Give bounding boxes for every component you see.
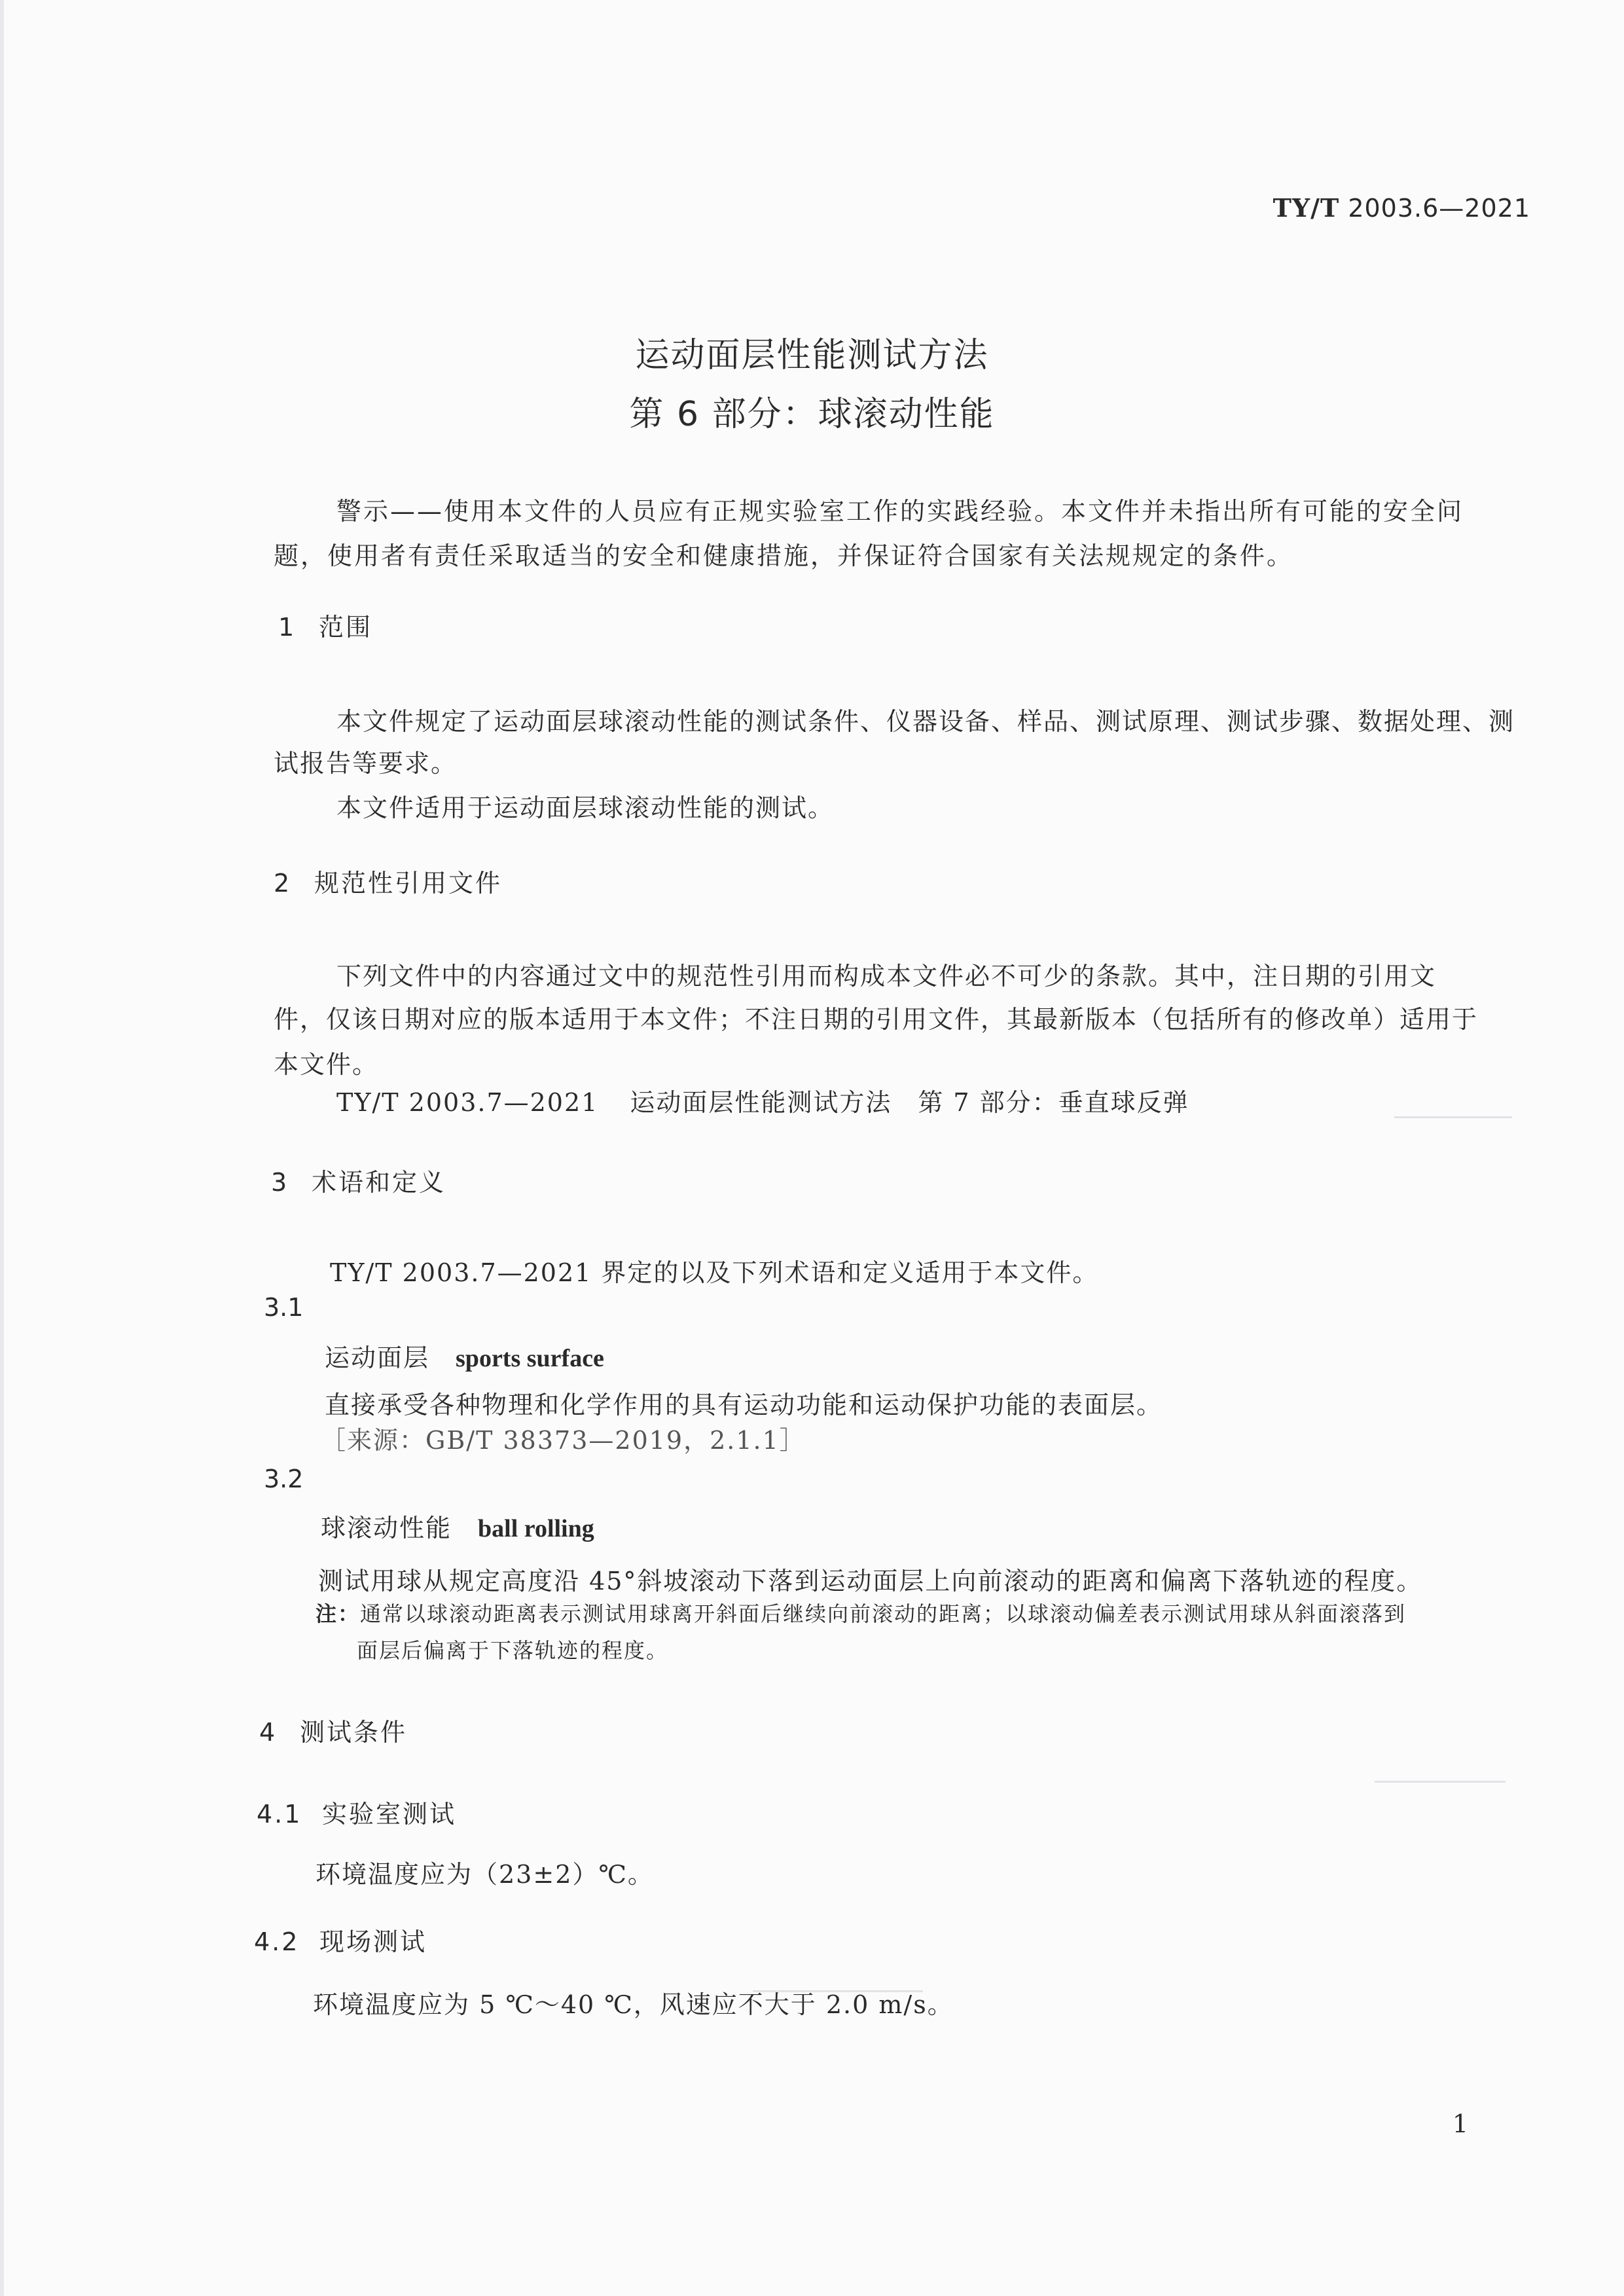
subsection-4-2-text: 环境温度应为 5 ℃～40 ℃，风速应不大于 2.0 m/s。 — [313, 1990, 954, 2019]
term-number-3-2: 3.2 — [264, 1465, 304, 1493]
section-heading-1: 1 范围 — [278, 613, 373, 642]
subsection-4-1-text: 环境温度应为（23±2）℃。 — [316, 1860, 654, 1889]
section-1-paragraph-line-1: 本文件规定了运动面层球滚动性能的测试条件、仪器设备、样品、测试原理、测试步骤、数据处理、测 — [336, 707, 1515, 736]
section-2-paragraph-line-2: 件，仅该日期对应的版本适用于本文件；不注日期的引用文件，其最新版本（包括所有的修改单）适用于 — [274, 1005, 1479, 1034]
show-through-mark — [1375, 1781, 1506, 1783]
term-number-3-1: 3.1 — [264, 1293, 304, 1322]
section-heading-2: 2 规范性引用文件 — [274, 869, 503, 898]
page-number: 1 — [1452, 2109, 1468, 2138]
term-3-1-definition: 直接承受各种物理和化学作用的具有运动功能和运动保护功能的表面层。 — [325, 1391, 1163, 1419]
standard-number: TY/T 2003.6—2021 — [1272, 193, 1530, 223]
subsection-heading-4-2: 4.2 现场测试 — [254, 1927, 427, 1956]
show-through-mark — [1394, 1116, 1512, 1118]
normative-reference: TY/T 2003.7—2021 运动面层性能测试方法 第 7 部分：垂直球反弹 — [336, 1088, 1189, 1117]
section-heading-3: 3 术语和定义 — [271, 1168, 446, 1197]
section-3-intro: TY/T 2003.7—2021 界定的以及下列术语和定义适用于本文件。 — [330, 1258, 1099, 1287]
subsection-heading-4-1: 4.1 实验室测试 — [257, 1800, 457, 1829]
section-2-paragraph-line-1: 下列文件中的内容通过文中的规范性引用而构成本文件必不可少的条款。其中，注日期的引用文 — [336, 962, 1437, 991]
section-heading-4: 4 测试条件 — [259, 1718, 408, 1747]
section-1-paragraph-2: 本文件适用于运动面层球滚动性能的测试。 — [336, 793, 835, 822]
term-3-2: 球滚动性能 ball rolling — [321, 1514, 594, 1542]
term-3-1: 运动面层 sports surface — [325, 1343, 604, 1372]
section-1-paragraph-line-2: 试报告等要求。 — [274, 749, 458, 778]
term-3-2-note-line-1: 注：通常以球滚动距离表示测试用球离开斜面后继续向前滚动的距离；以球滚动偏差表示测试用球从斜面滚落到 — [316, 1601, 1407, 1626]
term-3-1-source: ［来源：GB/T 38373—2019，2.1.1］ — [321, 1426, 806, 1455]
section-2-paragraph-line-3: 本文件。 — [274, 1050, 379, 1079]
document-title: 运动面层性能测试方法 — [635, 336, 989, 375]
term-3-2-definition: 测试用球从规定高度沿 45°斜坡滚动下落到运动面层上向前滚动的距离和偏离下落轨迹的程度。 — [318, 1567, 1423, 1595]
document-subtitle: 第 6 部分：球滚动性能 — [629, 395, 995, 434]
warning-line-1: 警示——使用本文件的人员应有正规实验室工作的实践经验。本文件并未指出所有可能的安全问 — [336, 497, 1464, 526]
warning-line-2: 题，使用者有责任采取适当的安全和健康措施，并保证符合国家有关法规规定的条件。 — [274, 541, 1294, 570]
term-3-2-note-line-2: 面层后偏离于下落轨迹的程度。 — [357, 1638, 669, 1663]
